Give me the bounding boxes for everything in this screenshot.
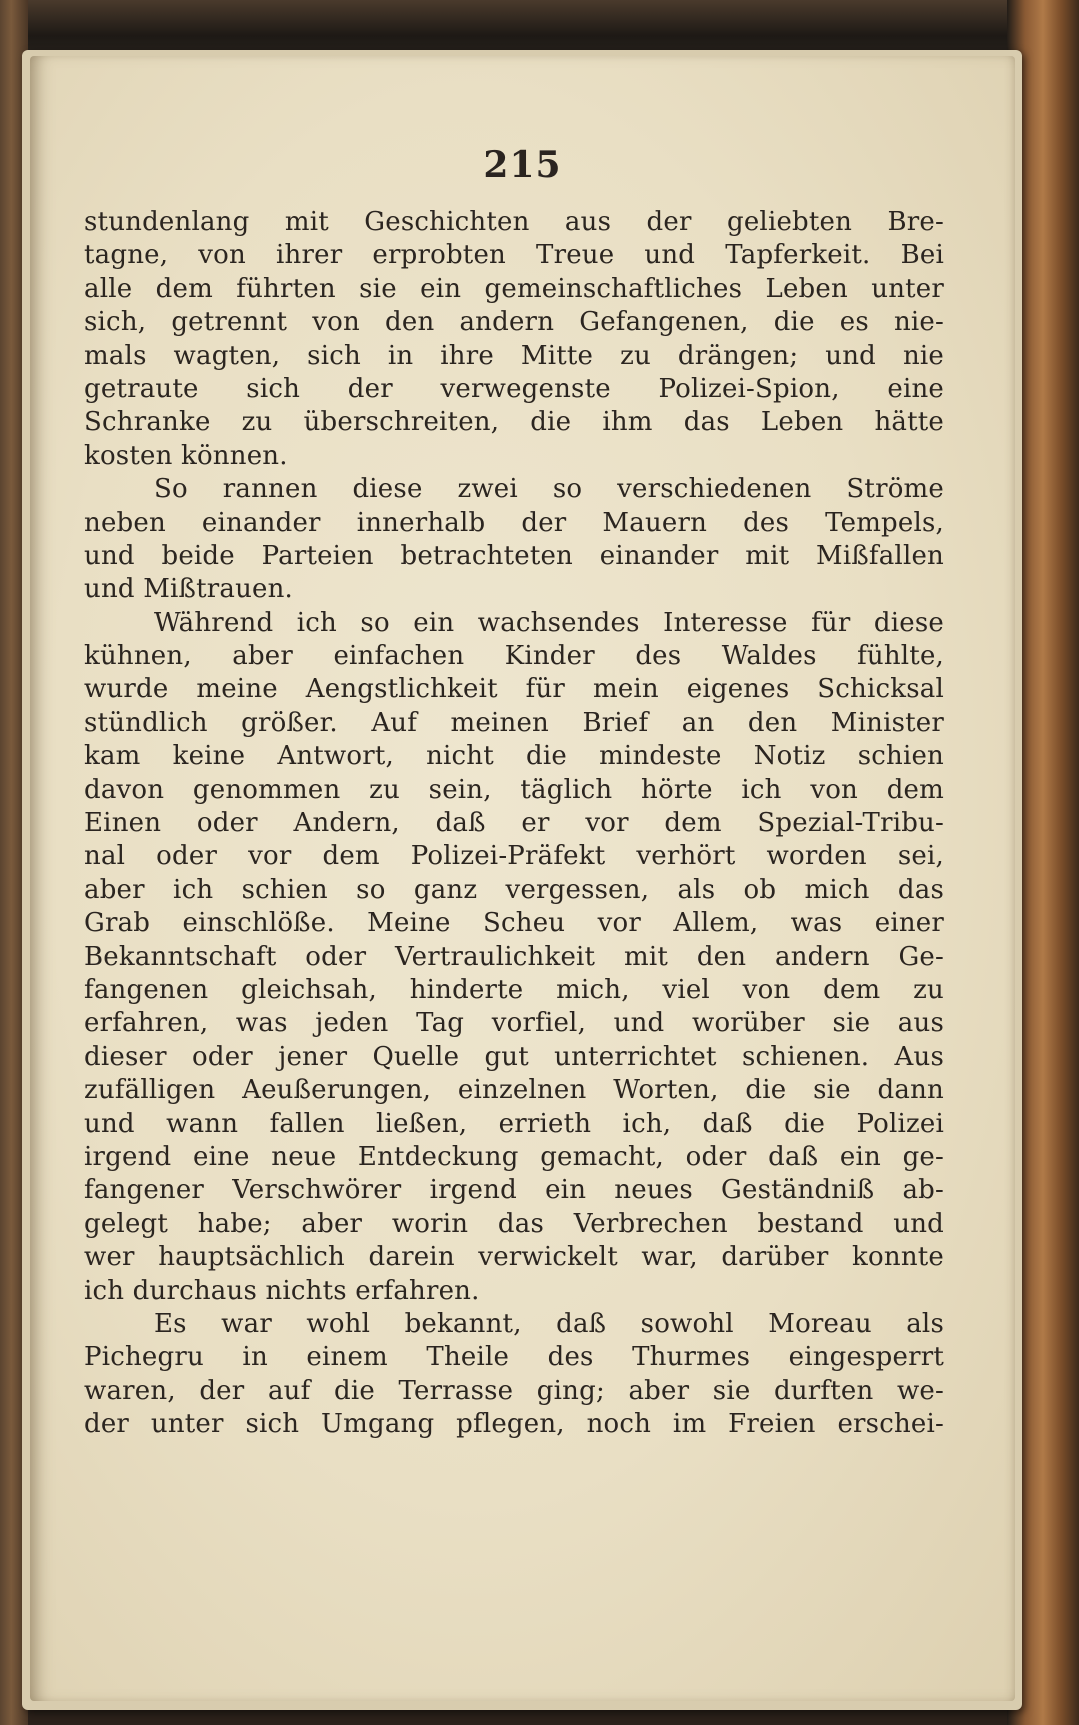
- text-line: stundenlang mit Geschichten aus der geliebten Bre-: [84, 207, 944, 237]
- text-line: Während ich so ein wachsendes Interesse für diese: [154, 607, 944, 638]
- text-line: waren, der auf die Terrasse ging; aber sie durften we-: [84, 1375, 944, 1406]
- text-line: gelegt habe; aber worin das Verbrechen bestand und: [84, 1208, 944, 1239]
- text-line: wer hauptsächlich darein verwickelt war, darüber konnte: [84, 1242, 944, 1273]
- text-line: kosten können.: [84, 440, 288, 471]
- text-line: kam keine Antwort, nicht die mindeste Notiz schien: [84, 741, 944, 772]
- text-line: Bekanntschaft oder Vertraulichkeit mit den andern Ge-: [84, 941, 944, 972]
- text-line: wurde meine Aengstlichkeit für mein eigenes Schicksal: [84, 674, 944, 705]
- text-line: Schranke zu überschreiten, die ihm das Leben hätte: [84, 407, 944, 438]
- text-line: So rannen diese zwei so verschiedenen Ströme: [154, 474, 944, 505]
- text-line: fangenen gleichsah, hinderte mich, viel von dem zu: [84, 974, 944, 1005]
- text-line: tagne, von ihrer erprobten Treue und Tapferkeit. Bei: [84, 240, 944, 271]
- text-line: nal oder vor dem Polizei-Präfekt verhört worden sei,: [84, 841, 944, 872]
- text-line: stündlich größer. Auf meinen Brief an den Minister: [84, 707, 944, 738]
- text-line: dieser oder jener Quelle gut unterrichtet schienen. Aus: [84, 1041, 944, 1072]
- text-line: irgend eine neue Entdeckung gemacht, oder daß ein ge-: [84, 1141, 944, 1172]
- text-line: der unter sich Umgang pflegen, noch im Freien erschei-: [84, 1409, 944, 1440]
- text-line: mals wagten, sich in ihre Mitte zu drängen; und nie: [84, 340, 944, 371]
- text-line: Pichegru in einem Theile des Thurmes eingesperrt: [84, 1342, 944, 1373]
- text-line: und Mißtrauen.: [84, 574, 294, 605]
- text-line: getraute sich der verwegenste Polizei-Spion, eine: [84, 373, 944, 404]
- text-line: Grab einschlöße. Meine Scheu vor Allem, was einer: [84, 908, 944, 939]
- text-line: kühnen, aber einfachen Kinder des Waldes fühlte,: [84, 641, 944, 672]
- text-line: Es war wohl bekannt, daß sowohl Moreau als: [154, 1308, 944, 1339]
- book-page: [30, 56, 1015, 1701]
- text-line: davon genommen zu sein, täglich hörte ich von dem: [84, 774, 944, 805]
- text-line: erfahren, was jeden Tag vorfiel, und worüber sie aus: [84, 1008, 944, 1039]
- text-line: neben einander innerhalb der Mauern des Tempels,: [84, 507, 944, 538]
- text-line: aber ich schien so ganz vergessen, als ob mich das: [84, 874, 944, 905]
- text-line: sich, getrennt von den andern Gefangenen, die es nie-: [84, 307, 944, 338]
- text-line: Einen oder Andern, daß er vor dem Spezial-Tribu-: [84, 808, 944, 839]
- body-text: [84, 206, 944, 1441]
- text-line: und beide Parteien betrachteten einander mit Mißfallen: [84, 540, 944, 571]
- text-line: alle dem führten sie ein gemeinschaftliches Leben unter: [84, 273, 944, 304]
- text-line: und wann fallen ließen, errieth ich, daß die Polizei: [84, 1108, 944, 1139]
- page-number: 215: [483, 144, 562, 186]
- text-line: zufälligen Aeußerungen, einzelnen Worten, die sie dann: [84, 1075, 944, 1106]
- text-line: fangener Verschwörer irgend ein neues Geständniß ab-: [84, 1175, 944, 1206]
- text-line: ich durchaus nichts erfahren.: [84, 1275, 480, 1306]
